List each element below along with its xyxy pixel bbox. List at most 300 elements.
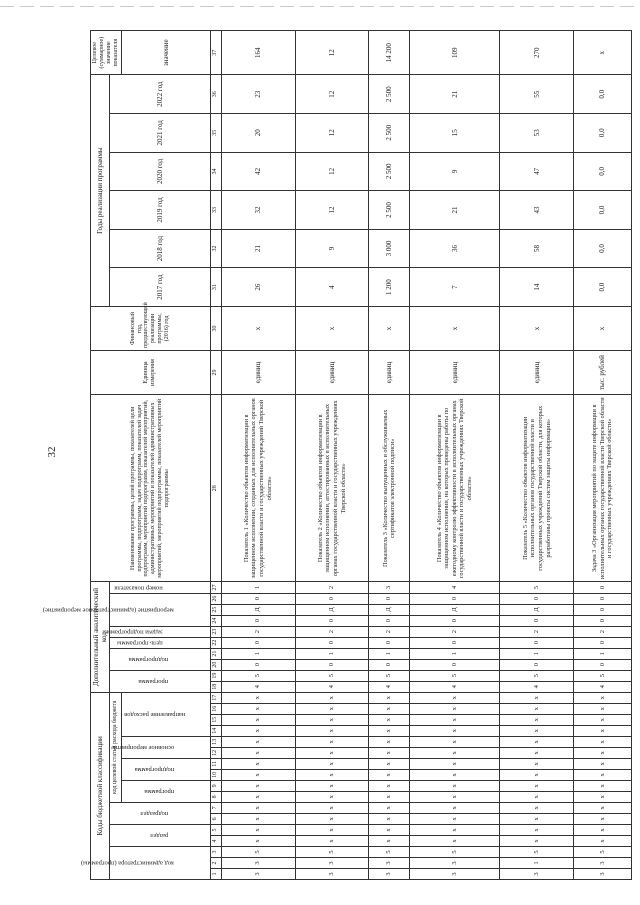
code-cell: 0 [574, 593, 631, 604]
code-cell: Д [500, 604, 574, 615]
code-cell: 1 [221, 582, 295, 593]
year-value-cell: 23 [221, 75, 295, 114]
code-cell: 0 [574, 615, 631, 626]
table-row [500, 31, 574, 880]
header-year-2020: 2020 год [110, 152, 210, 191]
code-cell: 0 [295, 593, 369, 604]
financial-year-cell: x [221, 306, 295, 350]
code-cell: 2 [574, 626, 631, 637]
header-name: Наименование программы, целей программы, показателей цели программы, подпрограмм, задач подпрограмм, показателей задач подпрограмм, мероприятий подпрограмм, показателей мероприятий, административных мероприятий и показателей административных мероприятий, мероприятий подпрограммы, показателей мероприятий подпрограммы [91, 395, 211, 582]
code-cell: 3 [409, 868, 500, 879]
code-cell: x [409, 714, 500, 725]
header-target-item: код целевой статьи расхода бюджета [110, 692, 121, 802]
column-number: 8 [210, 791, 221, 802]
header-unit: Единица измерения [91, 350, 211, 394]
indicator-name: Показатель 3 «Количество выпущенных и обслуживаемых сертификатов электронной подписи» [369, 395, 409, 582]
code-cell: x [409, 725, 500, 736]
code-cell: 3 [500, 868, 574, 879]
final-value-cell: x [574, 31, 631, 75]
code-cell: x [574, 692, 631, 703]
code-cell: x [500, 791, 574, 802]
financial-year-cell: x [409, 306, 500, 350]
year-value-cell: 12 [295, 75, 369, 114]
year-value-cell: 3 000 [369, 229, 409, 268]
code-cell: x [574, 802, 631, 813]
code-cell: 0 [369, 637, 409, 648]
code-cell: 0 [409, 637, 500, 648]
indicator-name: Показатель 1 «Количество объектов информатизации в защищенном исполнении, созданных для исполнительных органов государственной власти и государственных учреждений Тверской области» [221, 395, 295, 582]
column-number: 20 [210, 659, 221, 670]
column-number: 4 [210, 835, 221, 846]
financial-year-cell: x [574, 306, 631, 350]
code-cell: x [295, 813, 369, 824]
year-value-cell: 1 200 [369, 268, 409, 307]
code-cell: 4 [221, 681, 295, 692]
code-cell: 2 [295, 626, 369, 637]
code-cell: x [574, 758, 631, 769]
year-value-cell: 12 [295, 114, 369, 153]
code-cell: x [221, 802, 295, 813]
code-cell: 5 [221, 670, 295, 681]
column-number: 29 [210, 350, 221, 394]
code-cell: 5 [295, 846, 369, 857]
code-cell: 1 [574, 648, 631, 659]
code-cell: 0 [409, 659, 500, 670]
year-value-cell: 9 [409, 152, 500, 191]
code-cell: x [574, 824, 631, 835]
code-cell: 5 [409, 670, 500, 681]
code-cell: 0 [500, 593, 574, 604]
code-cell: x [295, 824, 369, 835]
year-value-cell: 58 [500, 229, 574, 268]
code-cell: x [369, 714, 409, 725]
table-row [295, 31, 369, 880]
indicator-name: Показатель 5 «Количество объектов информатизации исполнительных органов государственной власти и государственных учреждений Тверской области, для которых разработаны проекты систем защиты информации» [500, 395, 574, 582]
code-cell: Д [295, 604, 369, 615]
year-value-cell: 0,0 [574, 152, 631, 191]
code-cell: 2 [409, 626, 500, 637]
header-additional-group: Дополнительный аналитический код [91, 582, 110, 692]
header-activity: мероприятие (административное мероприятие) [110, 593, 210, 626]
column-number: 3 [210, 846, 221, 857]
financial-year-cell: x [369, 306, 409, 350]
code-cell: 4 [295, 681, 369, 692]
year-value-cell: 26 [221, 268, 295, 307]
unit-cell: единиц [369, 350, 409, 394]
column-number: 10 [210, 769, 221, 780]
final-value-cell: 14 200 [369, 31, 409, 75]
code-cell: x [500, 725, 574, 736]
column-number: 6 [210, 813, 221, 824]
year-value-cell: 53 [500, 114, 574, 153]
unit-cell: единиц [500, 350, 574, 394]
column-number: 35 [210, 114, 221, 153]
code-cell: 4 [500, 681, 574, 692]
column-number: 27 [210, 582, 221, 593]
code-cell: 5 [574, 670, 631, 681]
code-cell: x [221, 714, 295, 725]
column-number: 5 [210, 824, 221, 835]
year-value-cell: 15 [409, 114, 500, 153]
header-indicator-number: номер показателя [110, 582, 210, 593]
code-cell: 0 [221, 659, 295, 670]
year-value-cell: 2 500 [369, 75, 409, 114]
column-number: 15 [210, 714, 221, 725]
header-admin-code: код администратора (программы) [110, 846, 210, 879]
header-program-goal: цель программы [110, 637, 210, 648]
code-cell: x [221, 703, 295, 714]
unit-cell: единиц [409, 350, 500, 394]
financial-year-cell: x [500, 306, 574, 350]
code-cell: x [369, 791, 409, 802]
code-cell: 5 [409, 846, 500, 857]
code-cell: x [409, 780, 500, 791]
code-cell: x [574, 780, 631, 791]
header-final-value: значение [121, 31, 210, 75]
code-cell: x [369, 703, 409, 714]
code-cell: 3 [221, 857, 295, 868]
column-number: 11 [210, 758, 221, 769]
code-cell: 5 [500, 670, 574, 681]
final-value-cell: 270 [500, 31, 574, 75]
year-value-cell: 21 [221, 229, 295, 268]
code-cell: Д [369, 604, 409, 615]
unit-cell: тыс. рублей [574, 350, 631, 394]
header-sub-expense-direction: направление расходов [121, 692, 210, 736]
code-cell: x [409, 736, 500, 747]
column-number: 2 [210, 857, 221, 868]
code-cell: x [369, 780, 409, 791]
column-number: 16 [210, 703, 221, 714]
header-years-group: Годы реализации программы [91, 75, 110, 306]
code-cell: x [369, 758, 409, 769]
code-cell: 3 [369, 868, 409, 879]
column-number: 18 [210, 681, 221, 692]
code-cell: 0 [369, 659, 409, 670]
code-cell: x [221, 769, 295, 780]
code-cell: 3 [295, 868, 369, 879]
code-cell: x [295, 791, 369, 802]
code-cell: 0 [221, 637, 295, 648]
header-subsection: подраздел [110, 802, 210, 824]
year-value-cell: 47 [500, 152, 574, 191]
code-cell: x [295, 780, 369, 791]
code-cell: 0 [500, 637, 574, 648]
code-cell: 0 [409, 593, 500, 604]
header-financial-year: Финансовый год, предшествующий реализации программы, (2016) год [91, 306, 211, 350]
year-value-cell: 21 [409, 191, 500, 230]
column-number: 12 [210, 747, 221, 758]
code-cell: x [500, 780, 574, 791]
code-cell: x [500, 813, 574, 824]
code-cell: x [221, 813, 295, 824]
code-cell: x [295, 802, 369, 813]
code-cell: 0 [221, 615, 295, 626]
column-number: 33 [210, 191, 221, 230]
code-cell: 1 [500, 857, 574, 868]
header-sub-program: программа [121, 780, 210, 802]
code-cell: x [295, 714, 369, 725]
code-cell: x [221, 780, 295, 791]
code-cell: x [369, 725, 409, 736]
code-cell: x [221, 824, 295, 835]
code-cell: x [409, 802, 500, 813]
code-cell: x [500, 758, 574, 769]
code-cell: 1 [295, 648, 369, 659]
year-value-cell: 21 [409, 75, 500, 114]
code-cell: 3 [369, 857, 409, 868]
header-sub-main-activity: основное мероприятие [121, 736, 210, 758]
code-cell: x [574, 714, 631, 725]
column-number: 14 [210, 725, 221, 736]
code-cell: x [221, 692, 295, 703]
column-number: 22 [210, 637, 221, 648]
code-cell: 0 [574, 582, 631, 593]
code-cell: x [500, 747, 574, 758]
code-cell: 0 [409, 615, 500, 626]
code-cell: x [295, 758, 369, 769]
header-row-1 [91, 31, 110, 880]
table-row [574, 31, 631, 880]
code-cell: x [574, 747, 631, 758]
table-row [409, 31, 500, 880]
indicator-name: Задача 3 «Организация мероприятий по защите информации в исполнительных органах государственной власти Тверской области и государственных учреждениях Тверской области» [574, 395, 631, 582]
column-number: 25 [210, 604, 221, 615]
header-budget-group: Коды бюджетной классификации [91, 692, 110, 879]
column-number: 30 [210, 306, 221, 350]
code-cell: 4 [369, 681, 409, 692]
year-value-cell: 0,0 [574, 191, 631, 230]
year-value-cell: 12 [295, 191, 369, 230]
financial-year-cell: x [295, 306, 369, 350]
header-section: раздел [110, 824, 210, 846]
code-cell: 5 [221, 846, 295, 857]
code-cell: x [574, 725, 631, 736]
code-cell: x [369, 692, 409, 703]
code-cell: Д [221, 604, 295, 615]
header-final-group: Целевое (суммарное) значение показателя [91, 31, 122, 75]
column-number: 23 [210, 626, 221, 637]
indicator-name: Показатель 4 «Количество объектов информатизации в защищенном исполнении, на которых проведены работы по ежегодному контролю эффективности в исполнительных органах государственной власти и государственных учреждениях Тверской области» [409, 395, 500, 582]
year-value-cell: 9 [295, 229, 369, 268]
code-cell: x [369, 802, 409, 813]
code-cell: 0 [221, 593, 295, 604]
final-value-cell: 12 [295, 31, 369, 75]
scan-artifact-line [0, 6, 640, 7]
table-row [221, 31, 295, 880]
code-cell: x [500, 824, 574, 835]
code-cell: x [574, 703, 631, 714]
year-value-cell: 12 [295, 152, 369, 191]
year-value-cell: 0,0 [574, 268, 631, 307]
code-cell: 0 [295, 659, 369, 670]
code-cell: 3 [574, 857, 631, 868]
unit-cell: единиц [295, 350, 369, 394]
code-cell: x [369, 835, 409, 846]
table-rotator [42, 30, 630, 880]
code-cell: x [409, 692, 500, 703]
column-number: 32 [210, 229, 221, 268]
code-cell: 5 [500, 582, 574, 593]
indicator-name: Показатель 2 «Количество объектов информатизации в защищенном исполнении, аттестированных в исполнительных органах государственной власти и государственных учреждениях Тверской области» [295, 395, 369, 582]
code-cell: x [500, 835, 574, 846]
code-cell: 3 [369, 582, 409, 593]
column-number: 19 [210, 670, 221, 681]
code-cell: x [409, 835, 500, 846]
code-cell: 2 [369, 626, 409, 637]
column-number: 34 [210, 152, 221, 191]
code-cell: 3 [221, 868, 295, 879]
column-number: 37 [210, 31, 221, 75]
code-cell: x [574, 791, 631, 802]
year-value-cell: 32 [221, 191, 295, 230]
code-cell: 2 [295, 582, 369, 593]
code-cell: 5 [369, 846, 409, 857]
year-value-cell: 2 500 [369, 152, 409, 191]
code-cell: x [369, 736, 409, 747]
year-value-cell: 14 [500, 268, 574, 307]
column-number: 1 [210, 868, 221, 879]
column-number: 21 [210, 648, 221, 659]
code-cell: 5 [574, 846, 631, 857]
code-cell: x [295, 835, 369, 846]
code-cell: 3 [295, 857, 369, 868]
year-value-cell: 43 [500, 191, 574, 230]
year-value-cell: 55 [500, 75, 574, 114]
column-number: 9 [210, 780, 221, 791]
code-cell: 1 [500, 648, 574, 659]
code-cell: 0 [369, 593, 409, 604]
code-cell: 1 [221, 648, 295, 659]
code-cell: 0 [295, 637, 369, 648]
code-cell: x [409, 824, 500, 835]
code-cell: 0 [369, 615, 409, 626]
code-cell: x [500, 703, 574, 714]
code-cell: x [221, 736, 295, 747]
code-cell: 2 [221, 626, 295, 637]
column-number: 13 [210, 736, 221, 747]
year-value-cell: 0,0 [574, 75, 631, 114]
code-cell: x [295, 769, 369, 780]
code-cell: x [500, 769, 574, 780]
header-subprogram: подпрограмма [110, 648, 210, 670]
code-cell: 2 [500, 626, 574, 637]
code-cell: 4 [409, 681, 500, 692]
rotated-page [42, 30, 630, 880]
column-number: 24 [210, 615, 221, 626]
header-year-2019: 2019 год [110, 191, 210, 230]
code-cell: x [369, 747, 409, 758]
column-number: 28 [210, 395, 221, 582]
table-row [369, 31, 409, 880]
header-program: программа [110, 670, 210, 692]
code-cell: x [369, 813, 409, 824]
code-cell: x [221, 791, 295, 802]
code-cell: x [574, 769, 631, 780]
code-cell: x [500, 802, 574, 813]
code-cell: x [221, 725, 295, 736]
year-value-cell: 20 [221, 114, 295, 153]
code-cell: x [574, 736, 631, 747]
code-cell: x [295, 692, 369, 703]
header-subprogram-task: задача подпрограммы [110, 626, 210, 637]
code-cell: x [409, 813, 500, 824]
code-cell: x [574, 813, 631, 824]
code-cell: 1 [369, 648, 409, 659]
code-cell: x [409, 758, 500, 769]
code-cell: x [409, 703, 500, 714]
code-cell: 1 [409, 648, 500, 659]
code-cell: 3 [574, 868, 631, 879]
year-value-cell: 7 [409, 268, 500, 307]
year-value-cell: 0,0 [574, 114, 631, 153]
page-number: 32 [46, 446, 58, 458]
code-cell: x [295, 736, 369, 747]
code-cell: x [409, 791, 500, 802]
final-value-cell: 164 [221, 31, 295, 75]
code-cell: 0 [574, 604, 631, 615]
header-year-2017: 2017 год [110, 268, 210, 307]
year-value-cell: 4 [295, 268, 369, 307]
code-cell: x [221, 758, 295, 769]
column-number: 36 [210, 75, 221, 114]
header-sub-subprogram: подпрограмма [121, 758, 210, 780]
code-cell: 0 [574, 637, 631, 648]
code-cell: x [409, 747, 500, 758]
column-number: 17 [210, 692, 221, 703]
unit-cell: единиц [221, 350, 295, 394]
code-cell: x [295, 703, 369, 714]
code-cell: 0 [500, 659, 574, 670]
column-number: 26 [210, 593, 221, 604]
code-cell: x [574, 835, 631, 846]
code-cell: x [295, 747, 369, 758]
code-cell: 5 [295, 670, 369, 681]
code-cell: x [221, 835, 295, 846]
program-table [42, 30, 632, 880]
code-cell: 3 [409, 857, 500, 868]
code-cell: Д [409, 604, 500, 615]
code-cell: 4 [574, 681, 631, 692]
code-cell: 5 [500, 846, 574, 857]
code-cell: 0 [574, 659, 631, 670]
year-value-cell: 42 [221, 152, 295, 191]
column-number: 7 [210, 802, 221, 813]
column-numbers-row [210, 31, 221, 880]
code-cell: 0 [295, 615, 369, 626]
column-number: 31 [210, 268, 221, 307]
header-year-2018: 2018 год [110, 229, 210, 268]
header-year-2021: 2021 год [110, 114, 210, 153]
header-year-2022: 2022 год [110, 75, 210, 114]
year-value-cell: 2 500 [369, 114, 409, 153]
year-value-cell: 2 500 [369, 191, 409, 230]
code-cell: 4 [409, 582, 500, 593]
code-cell: x [369, 769, 409, 780]
year-value-cell: 0,0 [574, 229, 631, 268]
year-value-cell: 36 [409, 229, 500, 268]
code-cell: x [500, 736, 574, 747]
code-cell: x [369, 824, 409, 835]
code-cell: x [295, 725, 369, 736]
code-cell: x [500, 692, 574, 703]
code-cell: x [500, 714, 574, 725]
final-value-cell: 109 [409, 31, 500, 75]
code-cell: x [221, 747, 295, 758]
code-cell: x [409, 769, 500, 780]
code-cell: 0 [500, 615, 574, 626]
code-cell: 5 [369, 670, 409, 681]
